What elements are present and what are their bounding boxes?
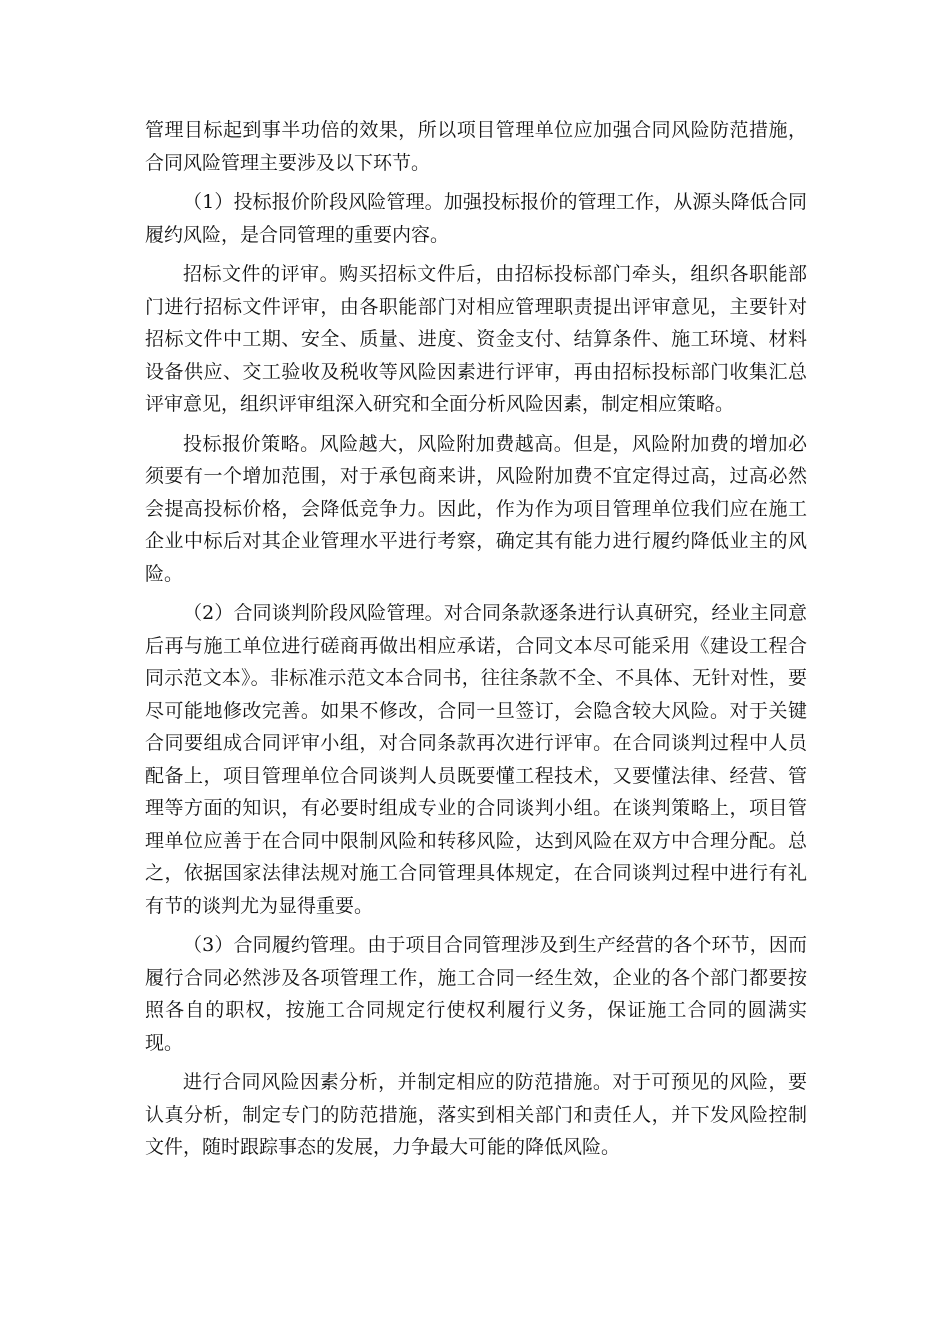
paragraph-risk-analysis: 进行合同风险因素分析，并制定相应的防范措施。对于可预见的风险，要认真分析，制定专门的防范措施，落实到相关部门和责任人，并下发风险控制文件，随时跟踪事态的发展，力争最大可能的降低风险。 — [145, 1071, 807, 1158]
document-body — [145, 114, 807, 1171]
paragraph-bid-quotation-risk: （1）投标报价阶段风险管理。加强投标报价的管理工作，从源头降低合同履约风险，是合同管理的重要内容。 — [145, 191, 807, 246]
paragraph-continuation: 管理目标起到事半功倍的效果，所以项目管理单位应加强合同风险防范措施，合同风险管理主要涉及以下环节。 — [145, 119, 807, 174]
paragraph-negotiation-risk: （2）合同谈判阶段风险管理。对合同条款逐条进行认真研究，经业主同意后再与施工单位进行磋商再做出相应承诺，合同文本尽可能采用《建设工程合同示范文本》。非标准示范文本合同书，往往条款不全、不具体、无针对性，要尽可能地修改完善。如果不修改，合同一旦签订，会隐含较大风险。对于关键合同要组成合同评审小组，对合同条款再次进行评审。在合同谈判过程中人员配备上，项目管理单位合同谈判人员既要懂工程技术，又要懂法律、经营、管理等方面的知识，有必要时组成专业的合同谈判小组。在谈判策略上，项目管理单位应善于在合同中限制风险和转移风险，达到风险在双方中合理分配。总之，依据国家法律法规对施工合同管理具体规定，在合同谈判过程中进行有礼有节的谈判尤为显得重要。 — [145, 602, 807, 917]
paragraph-performance-management: （3）合同履约管理。由于项目合同管理涉及到生产经营的各个环节，因而履行合同必然涉及各项管理工作，施工合同一经生效，企业的各个部门都要按照各自的职权，按施工合同规定行使权利履行义务，保证施工合同的圆满实现。 — [145, 934, 807, 1054]
paragraph-tender-review: 招标文件的评审。购买招标文件后，由招标投标部门牵头，组织各职能部门进行招标文件评审，由各职能部门对相应管理职责提出评审意见，主要针对招标文件中工期、安全、质量、进度、资金支付、结算条件、施工环境、材料设备供应、交工验收及税收等风险因素进行评审，再由招标投标部门收集汇总评审意见，组织评审组深入研究和全面分析风险因素，制定相应策略。 — [145, 263, 807, 415]
paragraph-bid-strategy: 投标报价策略。风险越大，风险附加费越高。但是，风险附加费的增加必须要有一个增加范围，对于承包商来讲，风险附加费不宜定得过高，过高必然会提高投标价格，会降低竞争力。因此，作为作为项目管理单位我们应在施工企业中标后对其企业管理水平进行考察，确定其有能力进行履约降低业主的风险。 — [145, 432, 807, 585]
